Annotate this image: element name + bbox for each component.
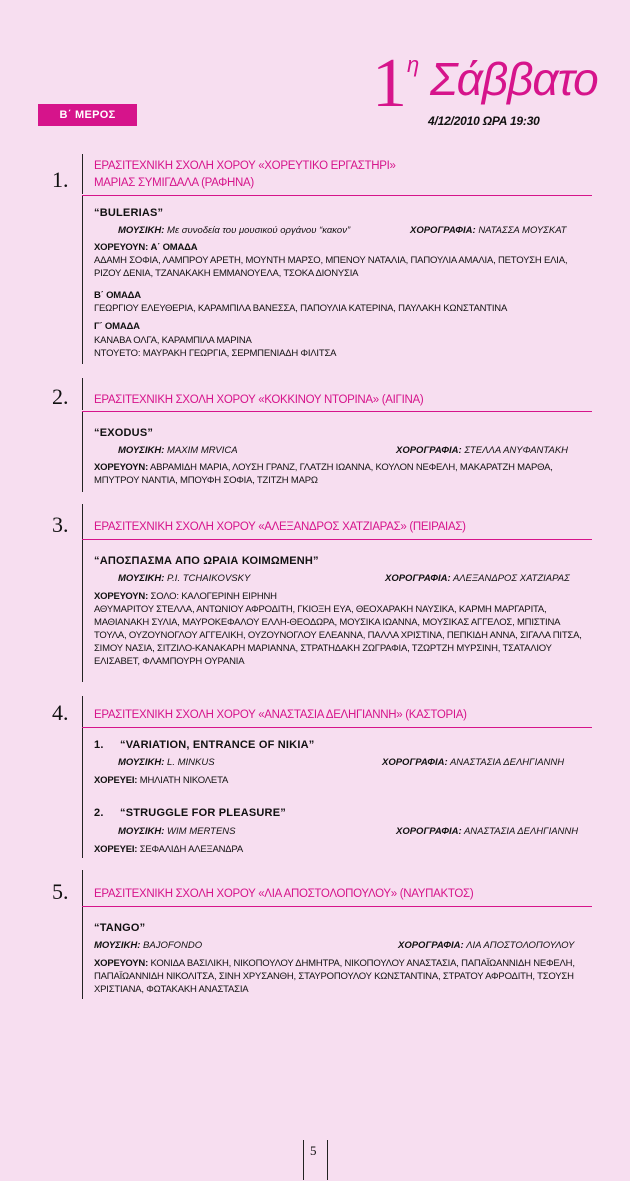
school-name-line2: ΜΑΡΙΑΣ ΣΥΜΙΓΔΑΛΑ (ΡΑΦΗΝΑ)	[94, 177, 254, 189]
section-number: 5.	[52, 879, 69, 904]
piece-title: “TANGO”	[94, 922, 146, 934]
piece-title: “EXODUS”	[94, 427, 154, 439]
dancers-list: ΑΘΥΜΑΡΙΤΟΥ ΣΤΕΛΛΑ, ΑΝΤΩΝΙΟΥ ΑΦΡΟΔΙΤΗ, ΓΚΙΟΞΗ ΕΥΑ, ΘΕΟΧΑΡΑΚΗ ΝΑΥΣΙΚΑ, ΚΑΡΜΗ ΜΑΡΓΑΡΙΤΑ, ΜΑΘΙΑΝΑΚΗ ΣΥΛΙΑ, ΜΑΥΡΟΚΕΦΑΛΟΥ ΕΛΛΗ-ΘΕΟΔΩΡΑ, ΜΟΥΣΙΚΑ ΙΩΑΝΝΑ, ΜΟΥΣΙΚΑΣ ΑΓΓΕΛΟΣ, ΜΠΙΣΤΙΝΑ ΤΟΥΛΑ, ΟΥΖΟΥΝΟΓΛΟΥ ΑΓΓΕΛΙΚΗ, ΟΥΖΟΥΝΟΓΛΟΥ ΕΛΕΑΝΝΑ, ΠΑΛΛΑ ΧΡΙΣΤΙΝΑ, ΠΕΠΚΙΔΗ ΑΝΝΑ, ΣΙΓΑΛΑ ΠΙΤΣΑ, ΣΙΜΟΥ ΝΑΣΙΑ, ΣΙΤΖΙΛΟ-ΚΑΝΑΚΑΡΗ ΜΑΡΙΑΝΝΑ, ΣΤΡΑΤΗΔΑΚΗ ΖΩΓΡΑΦΙΑ, ΤΖΩΡΤΖΗ ΜΥΡΣΙΝΗ, ΤΣΑΤΑΛΙΟΥ ΕΛΙΣΑΒΕΤ, ΦΛΑΜΠΟΥΡΗ ΟΥΡΑΝΙΑ	[94, 604, 582, 667]
dancers-group-b: ΓΕΩΡΓΙΟΥ ΕΛΕΥΘΕΡΙΑ, ΚΑΡΑΜΠΙΛΑ ΒΑΝΕΣΣΑ, ΠΑΠΟΥΛΙΑ ΚΑΤΕΡΙΝΑ, ΠΑΥΛΑΚΗ ΚΩΝΣΤΑΝΤΙΝΑ	[94, 303, 508, 314]
dancer-line: ΧΟΡΕΥΕΙ: ΜΗΛΙΑΤΗ ΝΙΚΟΛΕΤΑ	[94, 775, 229, 786]
section-divider	[82, 727, 592, 728]
date-time: 4/12/2010 ΩΡΑ 19:30	[428, 114, 540, 128]
dancers-list: ΧΟΡΕΥΟΥΝ: ΑΒΡΑΜΙΔΗ ΜΑΡΙΑ, ΛΟΥΣΗ ΓΡΑΝΖ, ΓΛΑΤΖΗ ΙΩΑΝΝΑ, ΚΟΥΛΟΝ ΝΕΦΕΛΗ, ΜΑΚΑΡΑΤΖΗ ΜΑΡΘΑ, ΜΠΥΤΡΟΥ ΝΑΝΤΙΑ, ΜΠΟΥΦΗ ΣΟΦΙΑ, ΤΖΙΤΖΗ ΜΑΡΩ	[94, 462, 553, 486]
piece-title: “VARIATION, ENTRANCE OF NIKIA”	[120, 739, 315, 751]
choreography-credit: ΧΟΡΟΓΡΑΦΙΑ: ΣΤΕΛΛΑ ΑΝΥΦΑΝΤΑΚΗ	[396, 445, 569, 456]
section-divider-vertical	[82, 154, 83, 194]
music-credit: ΜΟΥΣΙΚΗ: L. MINKUS	[118, 757, 215, 768]
section-number: 2.	[52, 384, 69, 409]
section-divider	[82, 539, 592, 540]
page-number-rule-right	[327, 1140, 328, 1180]
section-divider	[82, 906, 592, 907]
section-divider-vertical	[82, 504, 83, 539]
choreography-credit: ΧΟΡΟΓΡΑΦΙΑ: ΛΙΑ ΑΠΟΣΤΟΛΟΠΟΥΛΟΥ	[398, 940, 575, 951]
section-number: 3.	[52, 512, 69, 537]
music-credit: ΜΟΥΣΙΚΗ: MAXIM MRVICA	[118, 445, 238, 456]
day-name: Σάββατο	[430, 53, 598, 105]
dancers-list: ΧΟΡΕΥΟΥΝ: Α΄ ΟΜΑΔΑ	[94, 242, 198, 253]
section-divider-vertical	[82, 728, 83, 858]
piece-title: “STRUGGLE FOR PLEASURE”	[120, 807, 286, 819]
music-credit: ΜΟΥΣΙΚΗ: Με συνοδεία του μουσικού οργάνου “κακον”	[118, 225, 351, 236]
piece-title: “BULERIAS”	[94, 207, 164, 219]
music-credit: ΜΟΥΣΙΚΗ: P.I. TCHAIKOVSKY	[118, 573, 251, 584]
piece-title: “ΑΠΟΣΠΑΣΜΑ ΑΠΟ ΩΡΑΙΑ ΚΟΙΜΩΜΕΝΗ”	[94, 555, 319, 567]
section-number: 1.	[52, 167, 69, 192]
choreography-credit: ΧΟΡΟΓΡΑΦΙΑ: ΝΑΤΑΣΣΑ ΜΟΥΣΚΑΤ	[410, 225, 567, 236]
section-divider-vertical	[82, 196, 83, 364]
group-b-label: Β΄ ΟΜΑΔΑ	[94, 290, 141, 301]
school-name: ΕΡΑΣΙΤΕΧΝΙΚΗ ΣΧΟΛΗ ΧΟΡΟΥ «ΚΟΚΚΙΝΟΥ ΝΤΟΡΙΝΑ» (ΑΙΓΙΝΑ)	[94, 394, 424, 406]
section-divider-vertical	[82, 412, 83, 492]
day-number: 1	[372, 45, 407, 122]
dancers-group-c: ΚΑΝΑΒΑ ΟΛΓΑ, ΚΑΡΑΜΠΙΛΑ ΜΑΡΙΝΑ	[94, 335, 252, 346]
dancers-list: ΧΟΡΕΥΟΥΝ: ΚΟΝΙΔΑ ΒΑΣΙΛΙΚΗ, ΝΙΚΟΠΟΥΛΟΥ ΔΗΜΗΤΡΑ, ΝΙΚΟΠΟΥΛΟΥ ΑΝΑΣΤΑΣΙΑ, ΠΑΠΑΪΩΑΝΝΙΔΗ ΝΕΦΕΛΗ, ΠΑΠΑΪΩΑΝΝΙΔΗ ΝΙΚΟΛΙΤΣΑ, ΣΙΝΗ ΧΡΥΣΑΝΘΗ, ΣΤΑΥΡΟΠΟΥΛΟΥ ΚΩΝΣΤΑΝΤΙΝΑ, ΣΤΡΑΤΟΥ ΑΦΡΟΔΙΤΗ, ΤΣΟΥΣΗ ΧΡΙΣΤΙΑΝΑ, ΦΩΤΑΚΑΚΗ ΑΝΑΣΤΑΣΙΑ	[94, 958, 575, 995]
section-divider-vertical	[82, 540, 83, 682]
music-credit: ΜΟΥΣΙΚΗ: BAJOFONDO	[94, 940, 203, 951]
school-name: ΕΡΑΣΙΤΕΧΝΙΚΗ ΣΧΟΛΗ ΧΟΡΟΥ «ΧΟΡΕΥΤΙΚΟ ΕΡΓΑΣΤΗΡΙ»	[94, 160, 396, 172]
page-number: 5	[310, 1143, 317, 1158]
choreography-credit: ΧΟΡΟΓΡΑΦΙΑ: ΑΝΑΣΤΑΣΙΑ ΔΕΛΗΓΙΑΝΝΗ	[382, 757, 565, 768]
section-divider	[82, 411, 592, 412]
school-name: ΕΡΑΣΙΤΕΧΝΙΚΗ ΣΧΟΛΗ ΧΟΡΟΥ «ΛΙΑ ΑΠΟΣΤΟΛΟΠΟΥΛΟΥ» (ΝΑΥΠΑΚΤΟΣ)	[94, 888, 474, 900]
page-number-rule-left	[303, 1140, 304, 1180]
section-divider-vertical	[82, 378, 83, 410]
music-credit: ΜΟΥΣΙΚΗ: WIM MERTENS	[118, 826, 236, 837]
dancer-line: ΧΟΡΕΥΕΙ: ΣΕΦΑΛΙΔΗ ΑΛΕΞΑΝΔΡΑ	[94, 844, 243, 855]
group-c-label: Γ΄ ΟΜΑΔΑ	[94, 321, 140, 332]
section-divider-vertical	[82, 907, 83, 999]
duet-line: ΝΤΟΥΕΤΟ: ΜΑΥΡΑΚΗ ΓΕΩΡΓΙΑ, ΣΕΡΜΠΕΝΙΑΔΗ ΦΙΛΙΤΣΑ	[94, 348, 337, 359]
school-name: ΕΡΑΣΙΤΕΧΝΙΚΗ ΣΧΟΛΗ ΧΟΡΟΥ «ΑΛΕΞΑΝΔΡΟΣ ΧΑΤΖΙΑΡΑΣ» (ΠΕΙΡΑΙΑΣ)	[94, 521, 466, 533]
solo-line: ΧΟΡΕΥΟΥΝ: ΣΟΛΟ: ΚΑΛΟΓΕΡΙΝΗ ΕΙΡΗΝΗ	[94, 591, 277, 602]
choreography-credit: ΧΟΡΟΓΡΑΦΙΑ: ΑΝΑΣΤΑΣΙΑ ΔΕΛΗΓΙΑΝΝΗ	[396, 826, 579, 837]
piece-index: 1.	[94, 739, 104, 751]
section-divider-vertical	[82, 696, 83, 728]
piece-index: 2.	[94, 807, 104, 819]
school-name: ΕΡΑΣΙΤΕΧΝΙΚΗ ΣΧΟΛΗ ΧΟΡΟΥ «ΑΝΑΣΤΑΣΙΑ ΔΕΛΗΓΙΑΝΝΗ» (ΚΑΣΤΟΡΙΑ)	[94, 709, 467, 721]
part-badge: Β΄ ΜΕΡΟΣ	[38, 104, 137, 126]
section-divider	[82, 195, 592, 196]
section-divider-vertical	[82, 870, 83, 906]
choreography-credit: ΧΟΡΟΓΡΑΦΙΑ: ΑΛΕΞΑΝΔΡΟΣ ΧΑΤΖΙΑΡΑΣ	[385, 573, 570, 584]
dancers-group-a: ΑΔΑΜΗ ΣΟΦΙΑ, ΛΑΜΠΡΟΥ ΑΡΕΤΗ, ΜΟΥΝΤΗ ΜΑΡΣΟ, ΜΠΕΝΟΥ ΝΑΤΑΛΙΑ, ΠΑΠΟΥΛΙΑ ΑΜΑΛΙΑ, ΠΕΤΟΥΣΗ ΕΛΙΑ, ΡΙΖΟΥ ΔΕΝΙΑ, ΤΖΑΝΑΚΑΚΗ ΕΜΜΑΝΟΥΕΛΑ, ΤΣΟΚΑ ΔΙΟΝΥΣΙΑ	[94, 255, 568, 279]
section-number: 4.	[52, 700, 69, 725]
day-suffix: η	[407, 52, 420, 77]
